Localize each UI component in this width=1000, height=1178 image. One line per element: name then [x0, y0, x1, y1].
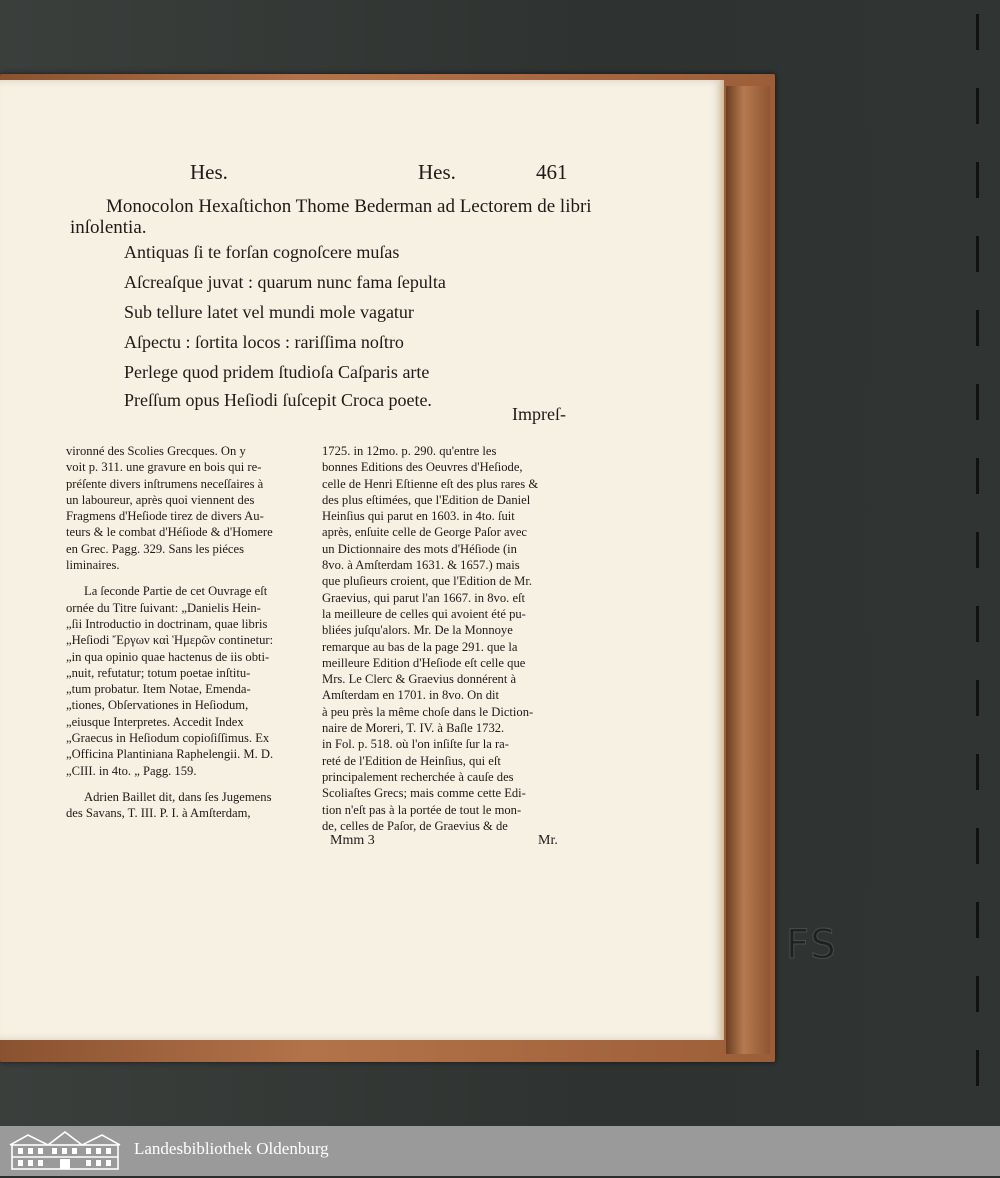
scanner-tick-mark — [976, 680, 979, 716]
text-line: de, celles de Paſor, de Graevius & de — [322, 818, 508, 833]
text-line: teurs & le combat d'Héſiode & d'Homere — [66, 525, 273, 540]
text-line: „nuit, refutatur; totum poetae inſtitu- — [66, 665, 251, 680]
scanner-tick-mark — [976, 14, 979, 50]
verse-line: Aſcreaſque juvat : quarum nunc fama ſepulta — [124, 272, 446, 292]
verse-line: Aſpectu : ſortita locos : rariſſima noſtro — [124, 332, 404, 352]
text-line: „tum probatur. Item Notae, Emenda- — [66, 682, 251, 697]
running-head-left: Hes. — [190, 160, 228, 184]
text-line: Mrs. Le Clerc & Graevius donnérent à — [322, 672, 517, 687]
text-line: après, enſuite celle de George Paſor avec — [322, 525, 528, 540]
text-line: que pluſieurs croient, que l'Edition de Mr. — [322, 574, 533, 589]
scanner-tick-mark — [976, 976, 979, 1012]
paragraph — [66, 789, 308, 822]
text-line: un Dictionnaire des mots d'Héſiode (in — [322, 541, 517, 556]
paragraph — [66, 443, 308, 573]
text-line: celle de Henri Eſtienne eſt des plus rares & — [322, 476, 539, 491]
verse-line: Antiquas ſi te forſan cognoſcere muſas — [124, 242, 400, 262]
book-spine — [726, 86, 770, 1054]
text-line: La ſeconde Partie de cet Ouvrage eſt — [84, 584, 268, 599]
library-name: Landesbibliothek Oldenburg — [134, 1139, 329, 1158]
text-line: „Heſiodi Ἔργων καὶ Ἡμερῶν continetur: — [66, 633, 274, 648]
scanner-tick-mark — [976, 532, 979, 568]
verse-line: Sub tellure latet vel mundi mole vagatur — [124, 302, 414, 322]
scanner-tick-mark — [976, 310, 979, 346]
text-line: des plus eſtimées, que l'Edition de Daniel — [322, 492, 531, 507]
text-line: „Officina Plantiniana Raphelengii. M. D. — [66, 747, 274, 762]
text-line: Heinſius qui parut en 1603. in 4to. ſuit — [322, 509, 515, 524]
scan-mark: FS — [786, 922, 838, 968]
scanner-tick-mark — [976, 754, 979, 790]
text-line: Fragmens d'Heſiode tirez de divers Au- — [66, 509, 264, 524]
text-line: 8vo. à Amſterdam 1631. & 1657.) mais — [322, 558, 520, 573]
text-line: „Graecus in Heſiodum copioſiſſimus. Ex — [66, 731, 270, 746]
page-number: 461 — [536, 160, 568, 184]
verse-line: Preſſum opus Heſiodi ſuſcepit Croca poete. — [124, 390, 432, 410]
poem-title-line-1: Monocolon Hexaſtichon Thome Bederman ad Lectorem de libri — [106, 196, 592, 217]
text-line: à peu près la même choſe dans le Diction- — [322, 704, 534, 719]
text-line: ornée du Titre ſuivant: „Danielis Hein- — [66, 600, 261, 615]
text-line: meilleure Edition d'Heſiode eſt celle que — [322, 655, 526, 670]
text-line: 1725. in 12mo. p. 290. qu'entre les — [322, 444, 497, 458]
left-column — [66, 443, 308, 822]
catchword-bottom: Mr. — [538, 833, 558, 848]
page-edge — [718, 80, 724, 1040]
scanner-tick-mark — [976, 236, 979, 272]
text-line: „CIII. in 4to. „ Pagg. 159. — [66, 763, 197, 778]
text-line: „eiusque Interpretes. Accedit Index — [66, 714, 244, 729]
text-line: „in qua opinio quae hactenus de iis obti- — [66, 649, 270, 664]
catchword-top: Impreſ- — [512, 404, 566, 424]
right-column — [322, 443, 566, 834]
text-line: Graevius, qui parut l'an 1667. in 8vo. eſt — [322, 590, 526, 605]
text-line: préſente divers inſtrumens neceſſaires à — [66, 476, 264, 491]
scanner-tick-mark — [976, 162, 979, 198]
scanner-tick-mark — [976, 606, 979, 642]
text-line: Adrien Baillet dit, dans ſes Jugemens — [84, 789, 272, 804]
paragraph — [66, 583, 308, 779]
text-line: reté de l'Edition de Heinſius, qui eſt — [322, 753, 501, 768]
scanner-tick-mark — [976, 1050, 979, 1086]
text-line: tion n'eſt pas à la portée de tout le mon- — [322, 802, 522, 817]
scanner-tick-mark — [976, 458, 979, 494]
text-line: „ſii Introductio in doctrinam, quae libris — [66, 616, 268, 631]
text-line: bliées juſqu'alors. Mr. De la Monnoye — [322, 623, 513, 638]
scanner-tick-mark — [976, 828, 979, 864]
text-line: un laboureur, après quoi viennent des — [66, 492, 255, 507]
text-line: Amſterdam en 1701. in 8vo. On dit — [322, 688, 499, 703]
text-line: principalement recherchée à cauſe des — [322, 769, 514, 784]
text-line: Scoliaſtes Grecs; mais comme cette Edi- — [322, 786, 526, 801]
footer-bar — [0, 1126, 1000, 1176]
text-line: in Fol. p. 518. où l'on inſiſte ſur la ra- — [322, 737, 509, 752]
signature-mark: Mmm 3 — [330, 833, 375, 848]
text-line: liminaires. — [66, 558, 120, 573]
text-line: remarque au bas de la page 291. que la — [322, 639, 518, 654]
library-building-icon — [8, 1129, 122, 1173]
text-line: „tiones, Obſervationes in Heſiodum, — [66, 698, 249, 713]
text-line: des Savans, T. III. P. I. à Amſterdam, — [66, 806, 251, 821]
text-line: vironné des Scolies Grecques. On y — [66, 444, 246, 458]
text-line: bonnes Editions des Oeuvres d'Heſiode, — [322, 460, 523, 475]
text-line: en Grec. Pagg. 329. Sans les piéces — [66, 541, 245, 556]
running-head-center: Hes. — [418, 160, 456, 184]
poem-title-line-2: inſolentia. — [70, 217, 147, 238]
scanner-tick-mark — [976, 384, 979, 420]
scanner-tick-mark — [976, 88, 979, 124]
text-line: la meilleure de celles qui avoient été pu- — [322, 606, 526, 621]
scanner-tick-mark — [976, 902, 979, 938]
text-line: naire de Moreri, T. IV. à Baſle 1732. — [322, 721, 505, 736]
text-line: voit p. 311. une gravure en bois qui re- — [66, 460, 262, 475]
verse-line: Perlege quod pridem ſtudioſa Caſparis arte — [124, 362, 430, 382]
paragraph — [322, 443, 566, 834]
